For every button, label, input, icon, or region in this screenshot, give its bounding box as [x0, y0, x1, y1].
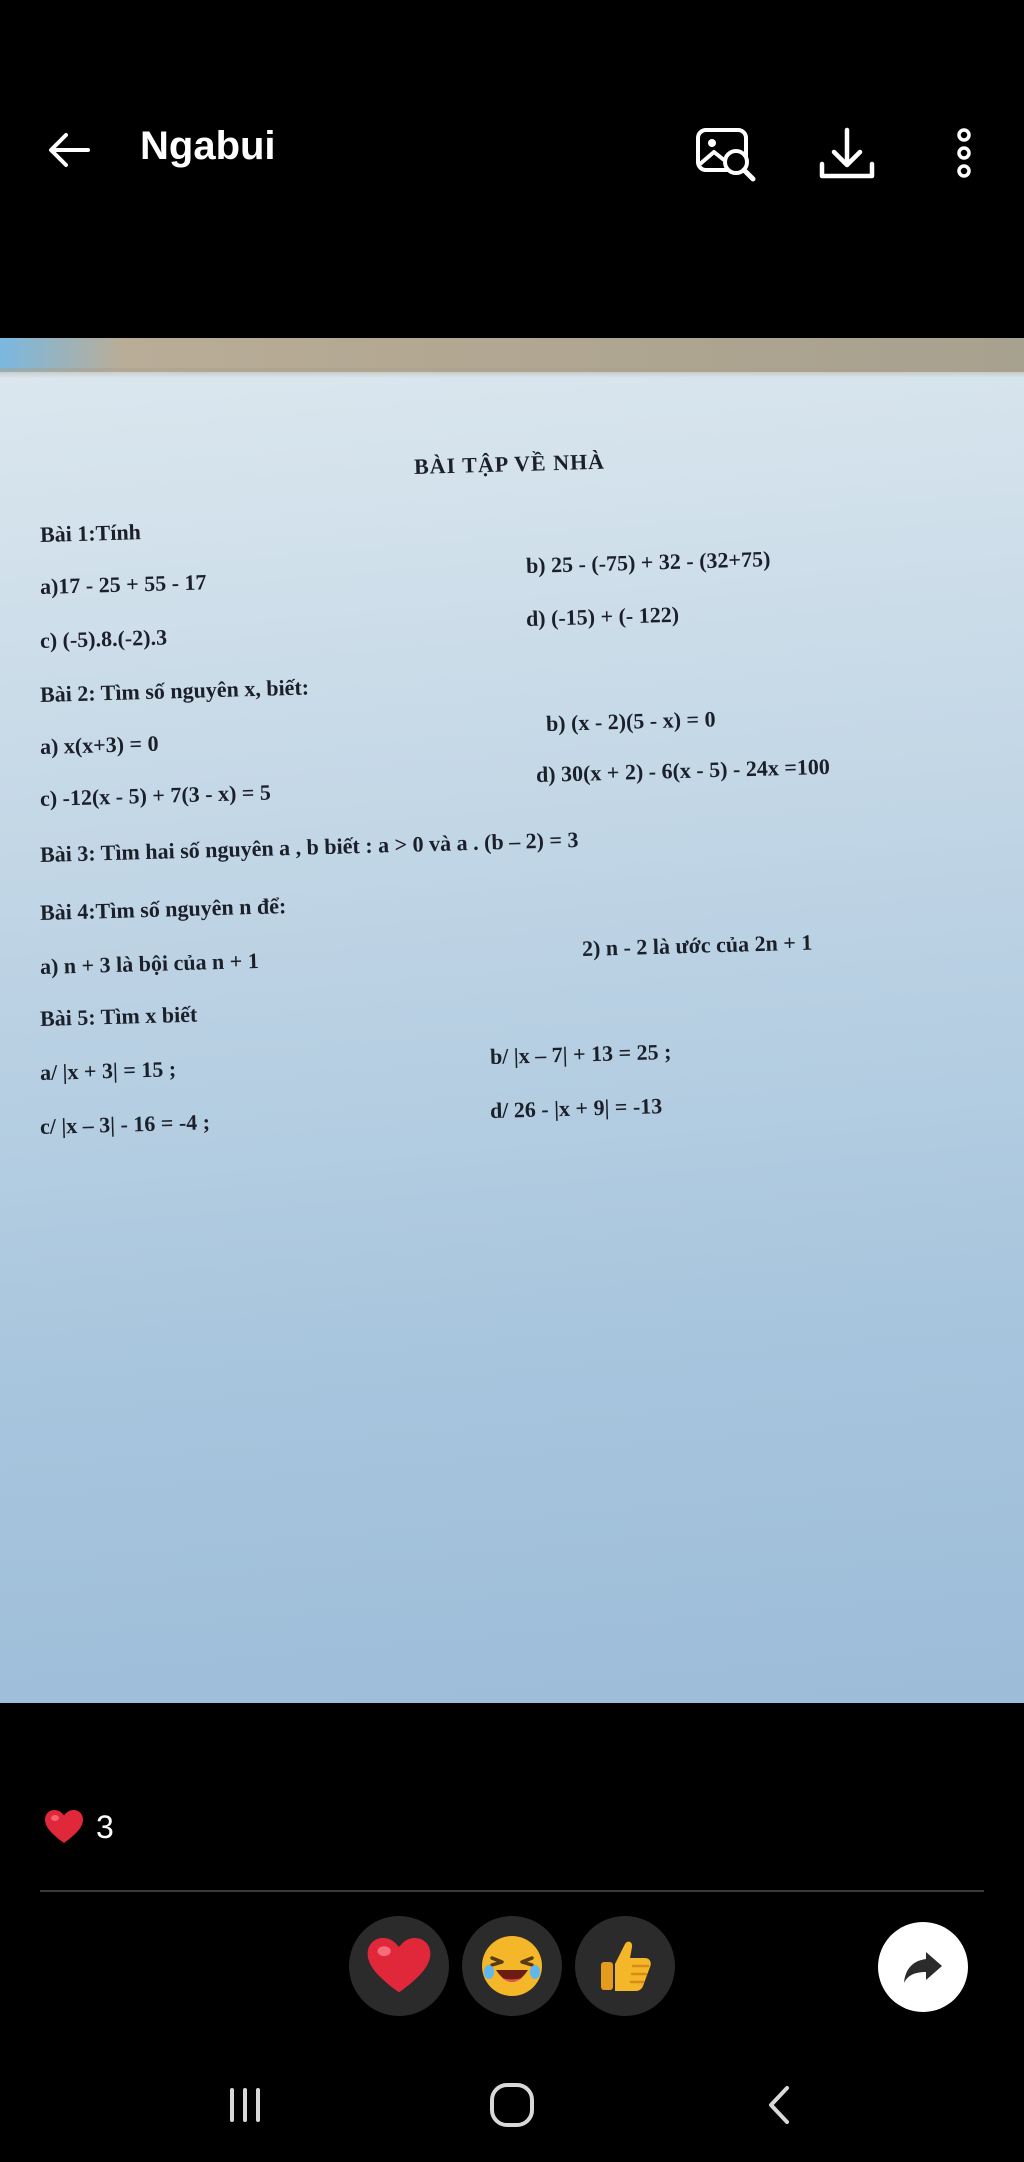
reaction-summary[interactable] — [44, 1807, 114, 1847]
worksheet-line: b) 25 - (-75) + 32 - (32+75) — [525, 546, 771, 578]
arrow-left-icon — [40, 120, 100, 180]
image-search-button[interactable] — [690, 120, 760, 190]
worksheet-line: a/ |x + 3| = 15 ; — [39, 1056, 177, 1085]
nav-back-button[interactable] — [745, 2070, 815, 2140]
back-button[interactable] — [40, 120, 100, 180]
worksheet-heading: BÀI TẬP VỀ NHÀ — [413, 448, 606, 479]
worksheet-line: 2) n - 2 là ước của 2n + 1 — [581, 929, 813, 961]
heart-icon — [44, 1809, 84, 1845]
home-button[interactable] — [477, 2070, 547, 2140]
photo-viewer[interactable] — [0, 338, 1024, 1703]
worksheet-line: d) 30(x + 2) - 6(x - 5) - 24x =100 — [535, 753, 831, 787]
worksheet-line: Bài 3: Tìm hai số nguyên a , b biết : a > 0 và a . (b – 2) = 3 — [39, 826, 579, 867]
image-search-icon — [690, 120, 760, 190]
worksheet-line: a) x(x+3) = 0 — [39, 730, 159, 759]
worksheet-line: Bài 2: Tìm số nguyên x, biết: — [39, 674, 310, 707]
chevron-left-icon — [755, 2080, 805, 2130]
home-icon — [484, 2077, 540, 2133]
heart-reaction-button[interactable] — [349, 1916, 449, 2016]
recent-apps-button[interactable] — [210, 2070, 280, 2140]
worksheet-line: Bài 4:Tìm số nguyên n để: — [39, 893, 287, 925]
laughing-face-icon — [478, 1932, 546, 2000]
thumbs-up-icon — [593, 1934, 657, 1998]
worksheet-line: Bài 5: Tìm x biết — [39, 1001, 198, 1031]
like-count: 3 — [96, 1808, 114, 1845]
worksheet-paper — [0, 338, 1024, 1703]
download-icon — [812, 120, 882, 190]
worksheet-line: a) n + 3 là bội của n + 1 — [39, 947, 260, 979]
top-app-bar — [0, 0, 1024, 300]
worksheet-line: c/ |x – 3| - 16 = -4 ; — [39, 1109, 211, 1139]
worksheet-line: c) -12(x - 5) + 7(3 - x) = 5 — [39, 779, 272, 811]
worksheet-line: d) (-15) + (- 122) — [525, 601, 680, 631]
worksheet-line: a)17 - 25 + 55 - 17 — [39, 569, 207, 599]
like-reaction-button[interactable] — [575, 1916, 675, 2016]
worksheet-line: d/ 26 - |x + 9| = -13 — [489, 1093, 663, 1123]
more-options-button[interactable] — [932, 120, 996, 190]
page-title: Ngabui — [140, 124, 276, 168]
share-icon — [900, 1944, 946, 1990]
divider — [40, 1890, 984, 1892]
heart-icon — [366, 1936, 432, 1996]
worksheet-line: c) (-5).8.(-2).3 — [39, 624, 168, 653]
laugh-reaction-button[interactable] — [462, 1916, 562, 2016]
download-button[interactable] — [812, 120, 882, 190]
worksheet-line: b) (x - 2)(5 - x) = 0 — [545, 706, 716, 736]
worksheet-line: Bài 1:Tính — [39, 519, 142, 547]
recent-apps-icon — [220, 2080, 270, 2130]
share-button[interactable] — [878, 1922, 968, 2012]
worksheet-line: b/ |x – 7| + 13 = 25 ; — [489, 1038, 672, 1069]
more-vertical-icon — [932, 120, 996, 190]
